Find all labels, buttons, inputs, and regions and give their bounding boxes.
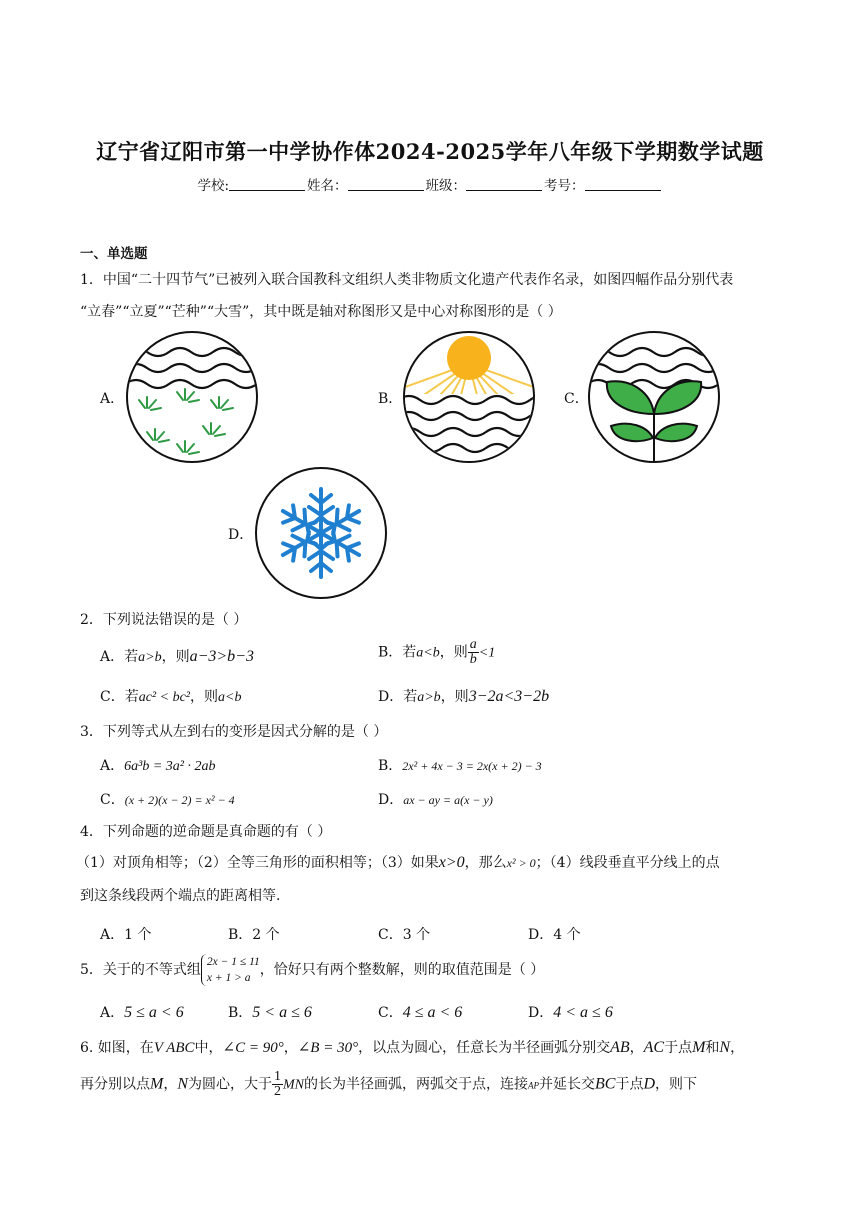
name-label: 姓名： bbox=[307, 178, 348, 194]
figure-b-lixia bbox=[402, 330, 536, 464]
name-blank bbox=[348, 177, 424, 191]
class-label: 班级： bbox=[425, 178, 467, 194]
q3-option-c: C．(x + 2)(x − 2) = x² − 4 bbox=[100, 792, 235, 808]
q1-option-d-label: D． bbox=[228, 527, 254, 543]
q5-option-c: C．4 ≤ a < 6 bbox=[378, 1004, 463, 1021]
school-label: 学校: bbox=[197, 178, 230, 194]
q5-stem: 5．关于的不等式组 2x − 1 ≤ 11 x + 1 > a ，恰好只有两个整数解，则的取值范围是（ ） bbox=[80, 956, 545, 984]
q2-option-c: C．若ac² < bc²，则a<b bbox=[100, 689, 242, 705]
q4-option-d: D．4 个 bbox=[528, 927, 581, 943]
q3-stem: 3．下列等式从左到右的变形是因式分解的是（ ） bbox=[80, 724, 388, 740]
q3-option-b: B．2x² + 4x − 3 = 2x(x + 2) − 3 bbox=[378, 758, 542, 774]
q1-option-b-label: B． bbox=[378, 391, 403, 407]
inequality-system: 2x − 1 ≤ 11 x + 1 > a bbox=[201, 954, 260, 986]
q4-option-c: C．3 个 bbox=[378, 927, 431, 943]
q1-line1: 1．中国“二十四节气”已被列入联合国教科文组织人类非物质文化遗产代表作名录，如图四幅作品分别代表 bbox=[80, 272, 734, 288]
q5-option-b: B．5 < a ≤ 6 bbox=[228, 1004, 312, 1021]
q2-option-a: A．若a>b，则a−3>b−3 bbox=[100, 648, 254, 665]
q5-option-d: D．4 < a ≤ 6 bbox=[528, 1004, 613, 1021]
q1-option-c-label: C． bbox=[564, 391, 589, 407]
q1-line2: “立春”“立夏”“芒种”“大雪”，其中既是轴对称图形又是中心对称图形的是（ ） bbox=[80, 304, 562, 320]
exam-no-blank bbox=[585, 177, 661, 191]
school-blank bbox=[229, 177, 305, 191]
student-info-line bbox=[0, 174, 860, 194]
q4-stem: 4．下列命题的逆命题是真命题的有（ ） bbox=[80, 824, 332, 840]
figure-a-lichun bbox=[125, 330, 259, 464]
q2-option-b: B．若a<b，则 $\frac{a}{b}$ <1 bbox=[378, 637, 496, 667]
q4-line1: （1）对顶角相等；（2）全等三角形的面积相等；（3）如果x>0，那么x² > 0；（4）线段垂直平分线上的点 bbox=[76, 854, 720, 871]
q4-option-a: A．1 个 bbox=[100, 927, 152, 943]
q6-line1: 6. 如图，在V ABC中，∠C = 90°，∠B = 30°，以点为圆心，任意长为半径画弧分别交AB，AC于点M和N， bbox=[80, 1039, 745, 1056]
figure-c-mangzhong bbox=[587, 330, 721, 464]
q4-line2: 到这条线段两个端点的距离相等. bbox=[80, 888, 281, 904]
q2-stem: 2．下列说法错误的是（ ） bbox=[80, 612, 248, 628]
q5-option-a: A．5 ≤ a < 6 bbox=[100, 1004, 184, 1021]
exam-no-label: 考号： bbox=[544, 178, 585, 194]
section-title: 一、单选题 bbox=[80, 246, 148, 262]
q4-option-b: B．2 个 bbox=[228, 927, 280, 943]
q6-line2: 再分别以点M，N为圆心，大于 $\frac{1}{2}$ MN的长为半径画弧，两弧交于点，连接AP并延长交BC于点D，则下 bbox=[80, 1069, 698, 1099]
q2-option-d: D．若a>b，则3−2a<3−2b bbox=[378, 688, 550, 705]
q1-option-a-label: A． bbox=[100, 391, 125, 407]
q3-option-a: A．6a³b = 3a² · 2ab bbox=[100, 758, 216, 774]
class-blank bbox=[466, 177, 542, 191]
figure-d-daxue bbox=[254, 466, 388, 600]
q3-option-d: D．ax − ay = a(x − y) bbox=[378, 792, 493, 808]
page-title: 辽宁省辽阳市第一中学协作体2024-2025学年八年级下学期数学试题 bbox=[96, 139, 764, 164]
